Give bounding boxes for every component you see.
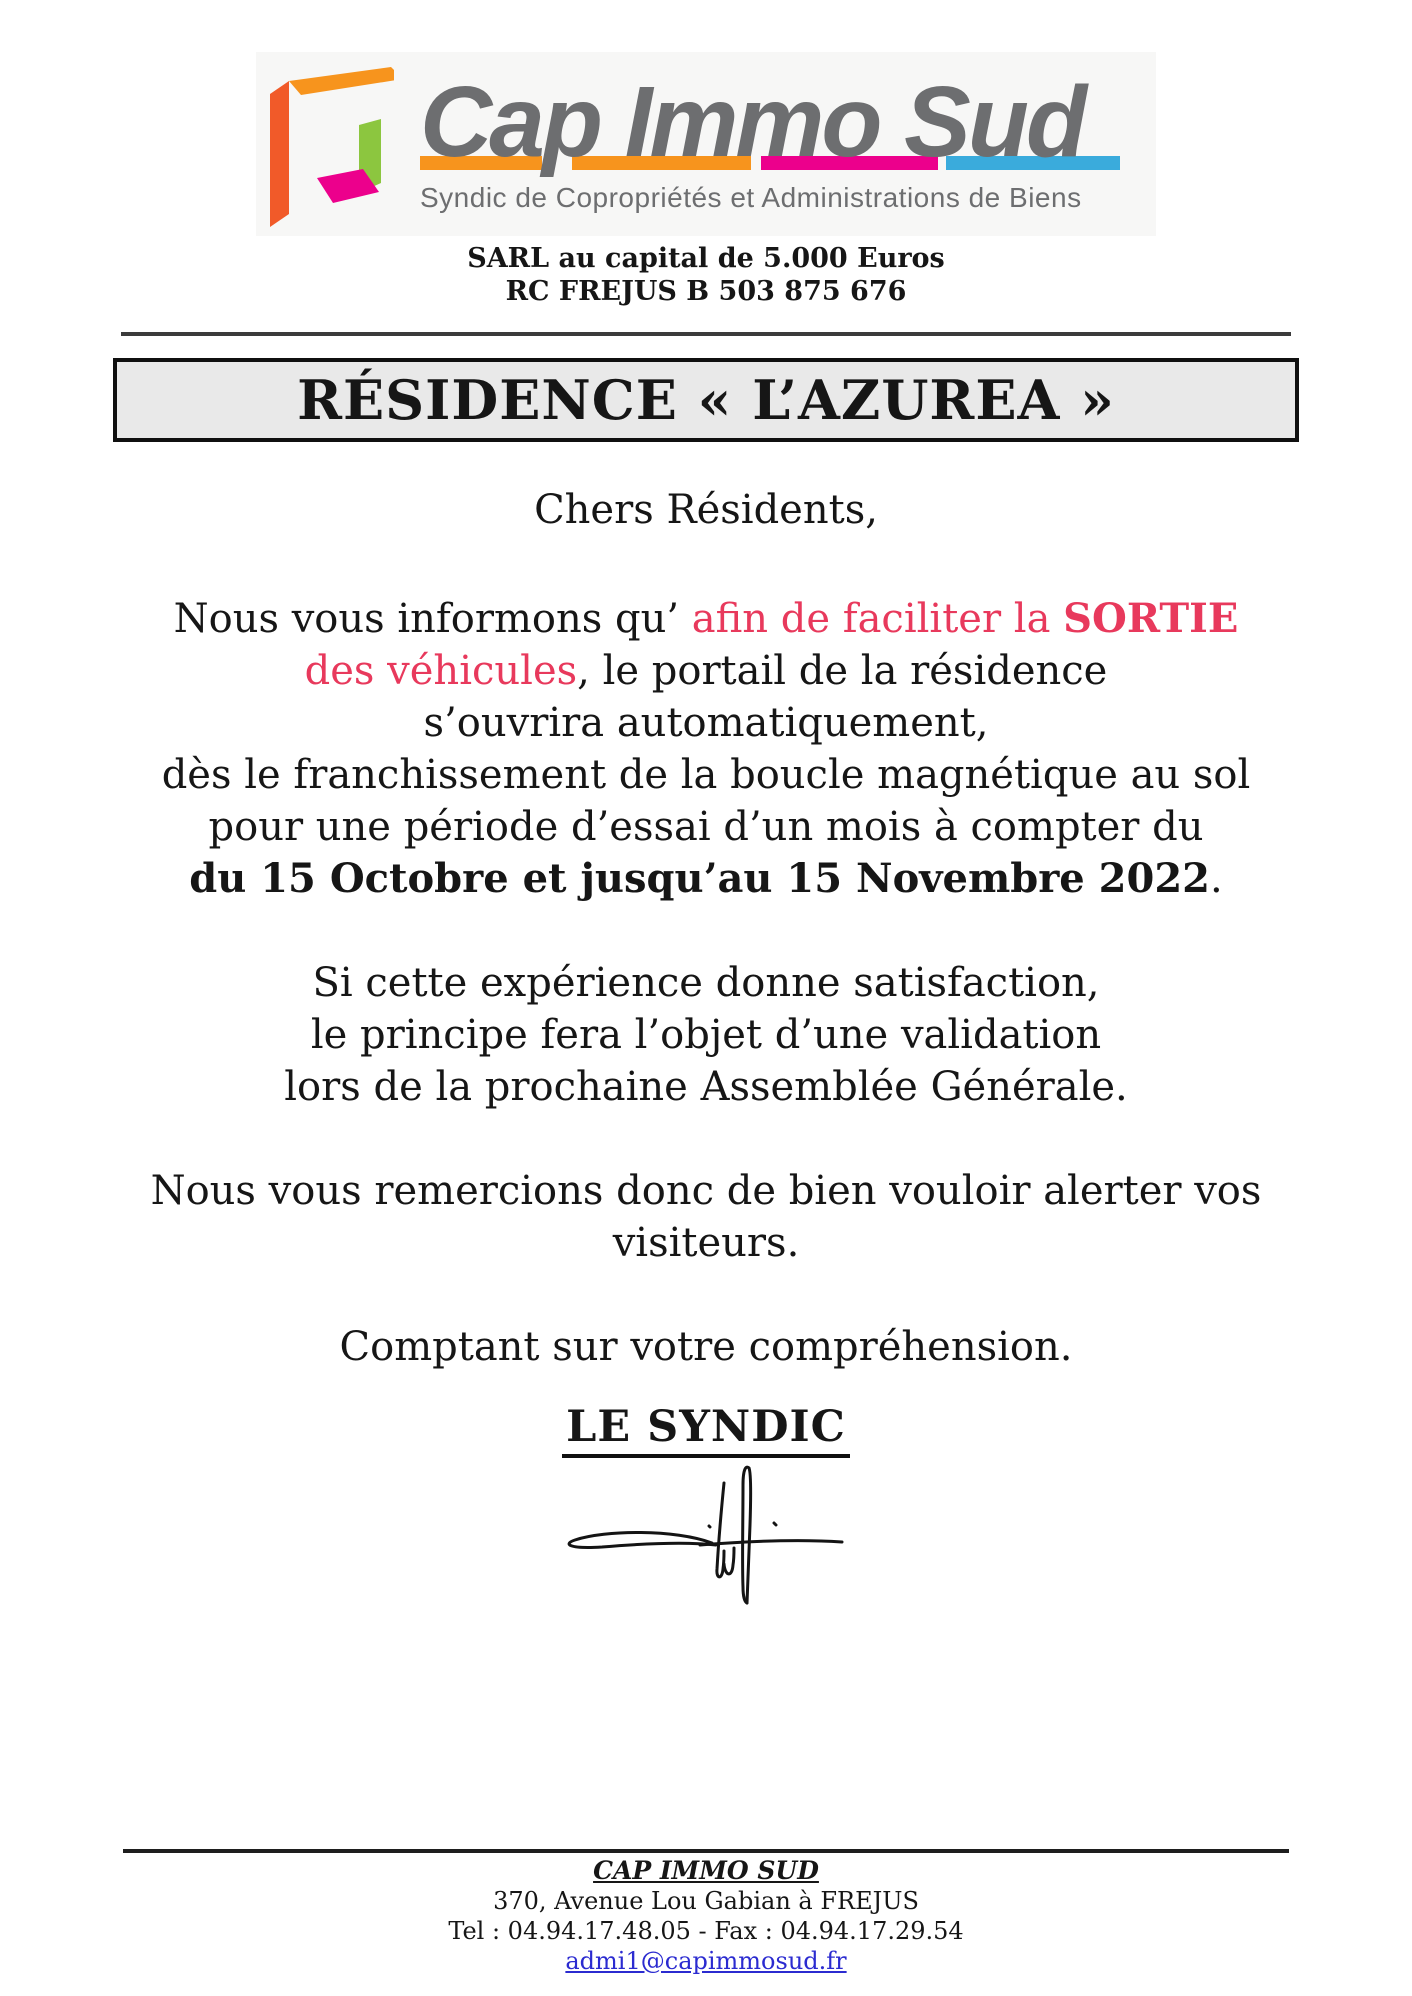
intro-pink-text: afin de faciliter la [691, 596, 1064, 642]
logo-block [256, 52, 1156, 236]
paragraph-intro [0, 593, 1412, 905]
paragraph-visitors [0, 1165, 1412, 1269]
signoff-wrap [0, 1401, 1412, 1458]
footer-company-name: CAP IMMO SUD [593, 1856, 819, 1885]
residence-banner [113, 358, 1299, 442]
page-footer [123, 1849, 1289, 1976]
letter-line [0, 645, 1412, 697]
letter-line: Nous vous remercions donc de bien vouloir alerter vos [150, 1168, 1262, 1214]
syndic-signature [550, 1463, 890, 1638]
footer-address: 370, Avenue Lou Gabian à FREJUS [493, 1887, 919, 1915]
logo-tagline: Syndic de Copropriétés et Administrations de Biens [420, 182, 1082, 213]
signoff-heading: LE SYNDIC [562, 1401, 850, 1458]
paragraph-closing [0, 1321, 1412, 1373]
intro-black-text: Nous vous informons qu’ [173, 596, 692, 642]
sortie-highlight: SORTIE [1063, 595, 1239, 642]
letter-line [0, 593, 1412, 645]
signature-zone [0, 1458, 1412, 1638]
footer-tel-fax: Tel : 04.94.17.48.05 - Fax : 04.94.17.29.54 [448, 1917, 964, 1945]
letter-line: Si cette expérience donne satisfaction, [312, 960, 1100, 1006]
letter-line [0, 853, 1412, 905]
letter-line: Comptant sur votre compréhension. [339, 1324, 1073, 1370]
letter-line: le principe fera l’objet d’une validation [310, 1012, 1102, 1058]
residence-title: RÉSIDENCE « L’AZUREA » [297, 368, 1115, 432]
header-divider [121, 332, 1291, 336]
letter-line: pour une période d’essai d’un mois à compter du [208, 804, 1204, 850]
logo-text-group [420, 66, 1156, 214]
letter-line: lors de la prochaine Assemblée Générale. [284, 1064, 1128, 1110]
letter-line: s’ouvrira automatiquement, [423, 700, 989, 746]
paragraph-validation [0, 957, 1412, 1113]
letter-text: , le portail de la résidence [577, 648, 1108, 694]
trial-period-dates: du 15 Octobre et jusqu’au 15 Novembre 2022 [189, 855, 1211, 902]
email-link[interactable]: admi1@capimmosud.fr [565, 1947, 847, 1975]
company-capital-line: SARL au capital de 5.000 Euros [467, 243, 945, 274]
letter-line: visiteurs. [612, 1220, 800, 1266]
salutation: Chers Résidents, [534, 487, 878, 533]
letter-text: . [1210, 856, 1223, 902]
letter-line: dès le franchissement de la boucle magnétique au sol [161, 752, 1251, 798]
company-rc-line: RC FREJUS B 503 875 676 [505, 276, 907, 307]
company-registration [0, 242, 1412, 308]
letter-body [0, 484, 1412, 1638]
vehicules-highlight: des véhicules [304, 648, 578, 694]
logo-cube-icon [262, 64, 394, 226]
logo-wordmark: Cap Immo Sud [420, 66, 1085, 178]
